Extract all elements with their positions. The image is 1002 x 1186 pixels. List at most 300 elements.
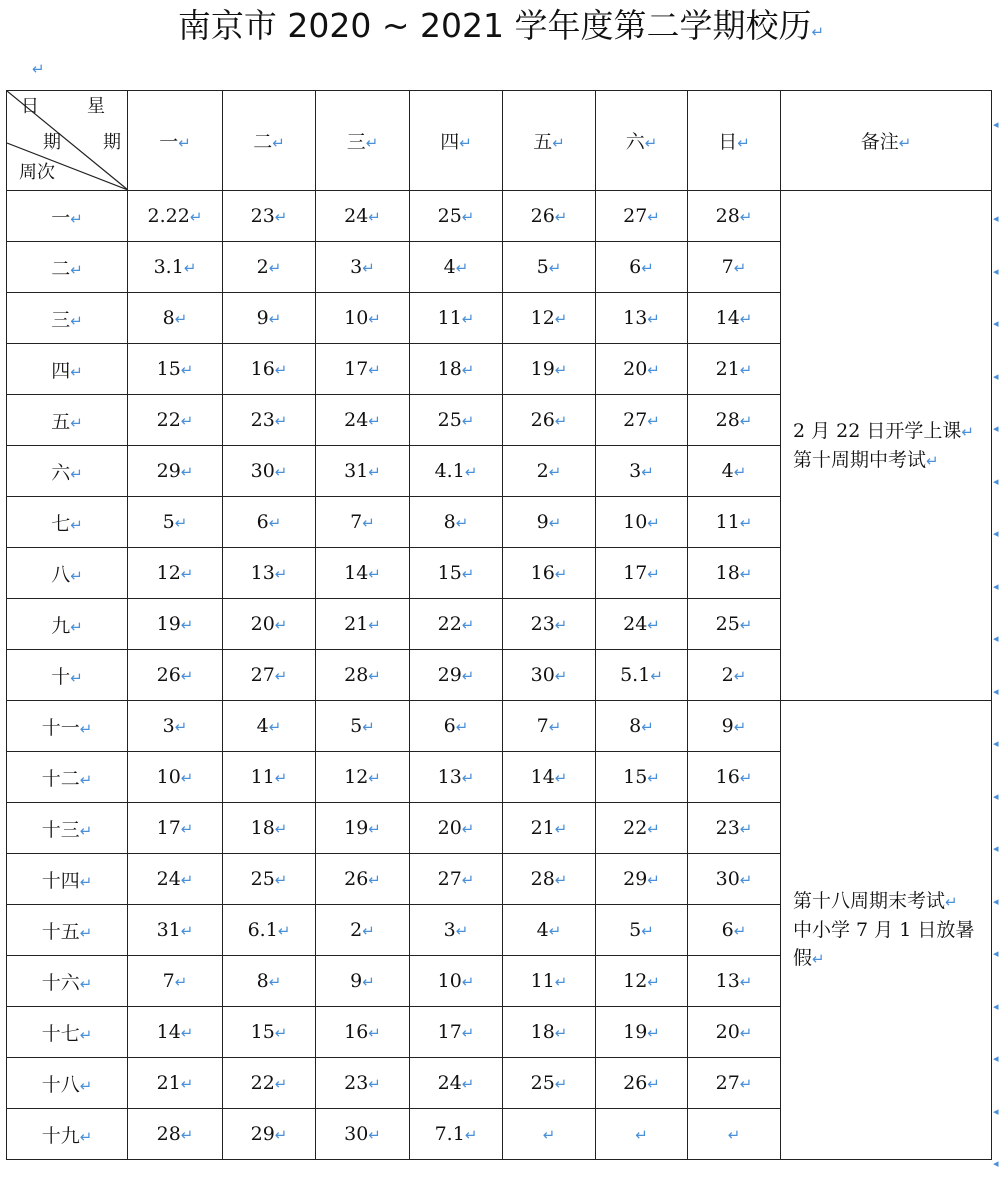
paragraph-mark-icon: ↵: [548, 922, 562, 940]
row-end-mark-icon: ◂: [993, 1157, 999, 1170]
date-value: 21: [344, 613, 369, 635]
week-label-cell: [7, 548, 128, 599]
paragraph-mark-icon: ↵: [70, 260, 83, 279]
paragraph-mark-icon: ↵: [739, 871, 753, 889]
date-cell: [410, 548, 503, 599]
date-value: 20: [437, 817, 462, 839]
header-day-cell: [688, 91, 781, 191]
paragraph-mark-icon: ↵: [178, 134, 191, 152]
week-label: 十九: [41, 1124, 80, 1147]
date-cell: [503, 650, 596, 701]
date-value: 28: [715, 205, 740, 227]
date-cell: [410, 191, 503, 242]
date-value: 4.1: [434, 460, 465, 482]
paragraph-mark-icon: ↵: [79, 821, 93, 840]
row-end-mark-icon: ◂: [993, 422, 999, 435]
date-value: 8: [162, 307, 175, 329]
date-value: 31: [156, 919, 181, 941]
date-value: 9: [721, 715, 734, 737]
date-value: 9: [256, 307, 269, 329]
date-value: 10: [623, 511, 648, 533]
row-end-mark-icon: ◂: [993, 1104, 999, 1118]
date-cell: [596, 905, 688, 956]
paragraph-mark-icon: ↵: [647, 565, 660, 583]
date-cell: [223, 803, 316, 854]
date-cell: [223, 650, 316, 701]
paragraph-mark-icon: ↵: [554, 565, 568, 583]
date-cell: [596, 956, 688, 1007]
date-cell: [688, 1109, 781, 1160]
paragraph-mark-icon: ↵: [647, 769, 660, 787]
paragraph-mark-icon: ↵: [647, 208, 660, 226]
paragraph-mark-icon: ↵: [812, 950, 825, 968]
date-cell: [128, 293, 223, 344]
date-value: 30: [715, 868, 740, 890]
date-cell: [316, 803, 410, 854]
paragraph-mark-icon: ↵: [739, 208, 753, 226]
date-value: 27: [623, 409, 648, 431]
date-cell: [503, 599, 596, 650]
date-cell: [503, 242, 596, 293]
date-cell: [223, 956, 316, 1007]
date-cell: [596, 1007, 688, 1058]
paragraph-mark-icon: ↵: [268, 973, 282, 991]
paragraph-mark-icon: ↵: [739, 820, 753, 838]
paragraph-mark-icon: ↵: [739, 361, 753, 379]
paragraph-mark-icon: ↵: [945, 893, 958, 911]
paragraph-mark-icon: ↵: [70, 464, 83, 483]
paragraph-mark-icon: ↵: [180, 463, 194, 481]
paragraph-mark-icon: ↵: [641, 922, 654, 940]
date-cell: [223, 191, 316, 242]
date-cell: [223, 854, 316, 905]
date-value: 29: [623, 868, 648, 890]
paragraph-mark-icon: ↵: [79, 872, 93, 891]
date-cell: [316, 752, 410, 803]
paragraph-mark-icon: ↵: [274, 769, 288, 787]
date-cell: [223, 395, 316, 446]
paragraph-mark-icon: ↵: [461, 973, 475, 991]
date-value: 14: [530, 766, 555, 788]
paragraph-mark-icon: ↵: [554, 1075, 568, 1093]
paragraph-mark-icon: ↵: [362, 514, 375, 532]
date-value: 9: [536, 511, 549, 533]
paragraph-mark-icon: ↵: [641, 718, 654, 736]
date-value: 8: [256, 970, 269, 992]
row-end-mark-icon: ◂: [993, 579, 999, 593]
paragraph-mark-icon: ↵: [647, 361, 660, 379]
paragraph-mark-icon: ↵: [268, 514, 282, 532]
date-value: 13: [623, 307, 648, 329]
paragraph-mark-icon: ↵: [461, 667, 475, 685]
date-value: 29: [437, 664, 462, 686]
date-cell: [223, 1109, 316, 1160]
date-cell: [128, 905, 223, 956]
date-cell: [410, 446, 503, 497]
date-value: 18: [530, 1021, 555, 1043]
note-line: 第十周期中考试: [793, 448, 927, 471]
date-cell: [410, 854, 503, 905]
date-value: 6: [721, 919, 734, 941]
date-cell: [688, 854, 781, 905]
paragraph-mark-icon: ↵: [461, 769, 475, 787]
date-cell: [503, 803, 596, 854]
date-value: 2.22: [147, 205, 190, 227]
date-cell: [688, 956, 781, 1007]
week-label-cell: [7, 1058, 128, 1109]
paragraph-mark-icon: ↵: [79, 1025, 93, 1044]
week-label-cell: [7, 1007, 128, 1058]
date-cell: [410, 1109, 503, 1160]
date-value: 11: [715, 511, 740, 533]
date-cell: [316, 650, 410, 701]
date-value: 23: [250, 205, 275, 227]
paragraph-mark-icon: ↵: [274, 565, 288, 583]
page-title: [0, 4, 1002, 54]
paragraph-mark-icon: ↵: [554, 820, 568, 838]
week-label-cell: [7, 1109, 128, 1160]
week-label-cell: [7, 446, 128, 497]
paragraph-mark-icon: ↵: [733, 463, 747, 481]
date-value: 4: [256, 715, 269, 737]
paragraph-mark-icon: ↵: [362, 922, 375, 940]
date-value: 24: [156, 868, 181, 890]
paragraph-mark-icon: ↵: [461, 1024, 475, 1042]
header-day-label: 三: [346, 131, 366, 153]
paragraph-mark-icon: ↵: [554, 667, 568, 685]
week-label-cell: [7, 650, 128, 701]
note-line: 中小学 7 月 1 日放暑假: [793, 919, 975, 969]
date-value: 4: [721, 460, 734, 482]
header-day-label: 五: [533, 131, 553, 153]
paragraph-mark-icon: ↵: [554, 412, 568, 430]
date-value: 20: [623, 358, 648, 380]
date-cell: [410, 1058, 503, 1109]
date-cell: [316, 548, 410, 599]
paragraph-mark-icon: ↵: [268, 718, 282, 736]
header-day-label: 日: [718, 131, 738, 153]
note-line-wrap: [793, 417, 987, 446]
paragraph-mark-icon: ↵: [464, 1126, 478, 1144]
date-cell: [223, 1007, 316, 1058]
date-cell: [503, 905, 596, 956]
week-label: 十一: [41, 716, 80, 739]
row-end-mark-icon: ◂: [993, 118, 999, 131]
paragraph-mark-icon: ↵: [961, 422, 974, 441]
paragraph-mark-icon: ↵: [739, 310, 753, 328]
paragraph-mark-icon: ↵: [274, 1024, 288, 1042]
date-value: 23: [344, 1072, 369, 1094]
date-value: 3: [443, 919, 456, 941]
row-end-mark-icon: ◂: [993, 789, 999, 803]
header-day-cell: [128, 91, 223, 191]
paragraph-mark-icon: ↵: [274, 871, 288, 889]
paragraph-mark-icon: ↵: [368, 820, 381, 838]
paragraph-mark-icon: ↵: [739, 412, 753, 430]
row-end-mark-icon: ◂: [993, 632, 999, 645]
header-notes-label: 备注: [860, 131, 899, 153]
paragraph-mark-icon: ↵: [368, 412, 381, 430]
date-cell: [128, 242, 223, 293]
paragraph-mark-icon: ↵: [180, 1024, 194, 1042]
date-value: 16: [530, 562, 555, 584]
week-label-cell: [7, 701, 128, 752]
paragraph-mark-icon: ↵: [461, 310, 475, 328]
date-value: 7: [162, 970, 175, 992]
week-label: 十四: [41, 869, 80, 892]
date-cell: [688, 1007, 781, 1058]
corner-label-day: 日: [21, 96, 39, 117]
paragraph-mark-icon: ↵: [174, 310, 188, 328]
date-cell: [316, 701, 410, 752]
date-value: 25: [715, 613, 740, 635]
date-cell: [223, 548, 316, 599]
date-value: 22: [437, 613, 462, 635]
date-cell: [410, 293, 503, 344]
paragraph-mark-icon: ↵: [733, 667, 747, 685]
corner-label-period-right: 期: [103, 132, 121, 153]
date-cell: [410, 803, 503, 854]
paragraph-mark-icon: ↵: [274, 1075, 288, 1093]
paragraph-mark-icon: ↵: [362, 259, 375, 277]
date-value: 27: [623, 205, 648, 227]
date-cell: [503, 1007, 596, 1058]
date-cell: [410, 344, 503, 395]
week-label-cell: [7, 803, 128, 854]
note-line: 第十八周期末考试: [793, 890, 946, 912]
paragraph-mark-icon: ↵: [461, 616, 475, 634]
date-cell: [128, 701, 223, 752]
date-cell: [128, 497, 223, 548]
paragraph-mark-icon: ↵: [461, 361, 475, 379]
paragraph-mark-icon: ↵: [368, 769, 381, 787]
date-value: 7: [536, 715, 549, 737]
paragraph-mark-icon: ↵: [737, 134, 750, 152]
week-label: 十五: [41, 920, 80, 943]
paragraph-mark-icon: ↵: [272, 134, 285, 152]
paragraph-mark-icon: ↵: [455, 514, 469, 532]
paragraph-mark-icon: ↵: [554, 973, 568, 991]
paragraph-mark-icon: ↵: [647, 871, 660, 889]
date-cell: [410, 905, 503, 956]
date-cell: [128, 1058, 223, 1109]
paragraph-mark-icon: ↵: [739, 565, 753, 583]
date-value: 25: [530, 1072, 555, 1094]
week-label: 九: [51, 614, 71, 637]
date-value: 5.1: [620, 664, 651, 686]
paragraph-mark-icon: ↵: [79, 923, 93, 942]
paragraph-mark-icon: ↵: [79, 1127, 93, 1146]
paragraph-mark-icon: ↵: [362, 973, 375, 991]
header-notes-cell: [781, 91, 992, 191]
date-cell: [688, 752, 781, 803]
row-end-mark-icon: ◂: [993, 737, 999, 750]
date-cell: [316, 497, 410, 548]
date-cell: [503, 395, 596, 446]
date-cell: [688, 548, 781, 599]
date-value: 21: [530, 817, 555, 839]
date-cell: [128, 650, 223, 701]
paragraph-mark-icon: ↵: [274, 667, 288, 685]
notes-cell: [781, 191, 992, 701]
date-cell: [410, 497, 503, 548]
date-cell: [223, 752, 316, 803]
date-value: 12: [623, 970, 648, 992]
paragraph-mark-icon: ↵: [739, 769, 753, 787]
row-end-mark-icon: ◂: [993, 317, 999, 330]
week-label-cell: [7, 293, 128, 344]
paragraph-mark-icon: ↵: [554, 871, 568, 889]
date-cell: [503, 497, 596, 548]
date-cell: [410, 395, 503, 446]
header-day-label: 六: [625, 131, 645, 153]
date-value: 26: [530, 409, 555, 431]
paragraph-mark-icon: ↵: [268, 259, 282, 277]
date-cell: [596, 1109, 688, 1160]
date-value: 24: [623, 613, 648, 635]
date-cell: [596, 242, 688, 293]
paragraph-mark-icon: ↵: [552, 134, 565, 152]
paragraph-mark-icon: ↵: [368, 1075, 381, 1093]
date-value: 10: [156, 766, 181, 788]
date-cell: [316, 293, 410, 344]
date-value: 3: [629, 460, 642, 482]
paragraph-mark-icon: ↵: [461, 208, 475, 226]
paragraph-mark-icon: ↵: [362, 718, 375, 736]
date-value: 2: [350, 919, 363, 941]
date-value: 14: [344, 562, 369, 584]
date-cell: [596, 548, 688, 599]
paragraph-mark-icon: ↵: [739, 973, 753, 991]
paragraph-mark-icon: ↵: [180, 871, 194, 889]
date-cell: [503, 701, 596, 752]
paragraph-mark-icon: ↵: [79, 1076, 93, 1095]
date-value: 18: [437, 358, 462, 380]
date-cell: [223, 446, 316, 497]
date-cell: [503, 191, 596, 242]
date-value: 25: [437, 205, 462, 227]
paragraph-mark-icon: ↵: [368, 463, 381, 481]
date-value: 11: [250, 766, 275, 788]
week-label-cell: [7, 497, 128, 548]
week-label: 十七: [41, 1022, 80, 1045]
date-cell: [688, 242, 781, 293]
date-value: 2: [536, 460, 549, 482]
right-edge-marks: [993, 0, 1002, 1186]
date-cell: [410, 650, 503, 701]
date-cell: [596, 446, 688, 497]
week-label: 六: [51, 461, 71, 484]
date-value: 13: [437, 766, 462, 788]
paragraph-mark-icon: ↵: [70, 311, 83, 330]
date-value: 14: [715, 307, 740, 329]
date-value: 4: [443, 256, 456, 278]
date-cell: [316, 905, 410, 956]
paragraph-mark-icon: ↵: [368, 361, 381, 379]
date-value: 21: [156, 1072, 181, 1094]
paragraph-mark-icon: ↵: [926, 451, 939, 470]
week-label-cell: [7, 344, 128, 395]
paragraph-mark-icon: ↵: [461, 412, 475, 430]
week-label: 十三: [41, 818, 80, 841]
paragraph-mark-icon: ↵: [739, 1024, 753, 1042]
date-cell: [128, 803, 223, 854]
date-value: 2: [256, 256, 269, 278]
paragraph-mark-icon: ↵: [70, 668, 83, 687]
paragraph-mark-icon: ↵: [554, 1024, 568, 1042]
date-value: 4: [536, 919, 549, 941]
paragraph-mark-icon: ↵: [733, 922, 747, 940]
paragraph-mark-icon: ↵: [464, 463, 478, 481]
paragraph-mark-icon: ↵: [274, 412, 288, 430]
date-value: 26: [344, 868, 369, 890]
paragraph-mark-icon: ↵: [644, 134, 658, 152]
note-line-wrap: [793, 446, 987, 475]
date-value: 6.1: [247, 919, 278, 941]
week-label-cell: [7, 905, 128, 956]
note-line: 2 月 22 日开学上课: [793, 419, 962, 442]
date-value: 11: [530, 970, 555, 992]
paragraph-mark-icon: ↵: [650, 667, 663, 685]
date-cell: [223, 599, 316, 650]
row-end-mark-icon: ◂: [993, 842, 999, 855]
date-value: 23: [530, 613, 555, 635]
date-value: 18: [715, 562, 740, 584]
date-value: 22: [156, 409, 181, 431]
paragraph-mark-icon: ↵: [647, 616, 660, 634]
date-cell: [596, 650, 688, 701]
date-value: 13: [250, 562, 275, 584]
paragraph-mark-icon: ↵: [811, 23, 825, 41]
date-value: 15: [437, 562, 462, 584]
date-cell: [688, 293, 781, 344]
date-value: 19: [530, 358, 555, 380]
date-value: 24: [344, 205, 369, 227]
week-label: 四: [51, 359, 71, 382]
note-line-wrap: [793, 916, 987, 973]
paragraph-mark-icon: ↵: [647, 514, 660, 532]
date-cell: [128, 854, 223, 905]
paragraph-mark-icon: ↵: [70, 362, 83, 381]
date-value: 3.1: [153, 256, 184, 278]
paragraph-mark-icon: ↵: [739, 616, 753, 634]
date-value: 26: [530, 205, 555, 227]
paragraph-mark-icon: ↵: [180, 922, 194, 940]
date-value: 19: [344, 817, 369, 839]
paragraph-mark-icon: ↵: [461, 820, 475, 838]
date-value: 15: [156, 358, 181, 380]
paragraph-mark-icon: ↵: [455, 922, 469, 940]
date-cell: [596, 191, 688, 242]
date-cell: [503, 293, 596, 344]
date-cell: [128, 548, 223, 599]
paragraph-mark-icon: ↵: [180, 565, 194, 583]
date-value: 29: [156, 460, 181, 482]
date-cell: [223, 293, 316, 344]
week-label: 二: [51, 257, 71, 280]
paragraph-mark-icon: ↵: [548, 463, 562, 481]
row-end-mark-icon: ◂: [993, 264, 999, 278]
date-cell: [688, 395, 781, 446]
week-label: 十二: [41, 767, 80, 790]
paragraph-mark-icon: ↵: [733, 718, 747, 736]
date-cell: [223, 344, 316, 395]
paragraph-mark-icon: ↵: [70, 617, 83, 636]
note-line-wrap: [793, 887, 987, 916]
date-value: 22: [250, 1072, 275, 1094]
date-value: 30: [344, 1123, 369, 1145]
date-cell: [596, 497, 688, 548]
